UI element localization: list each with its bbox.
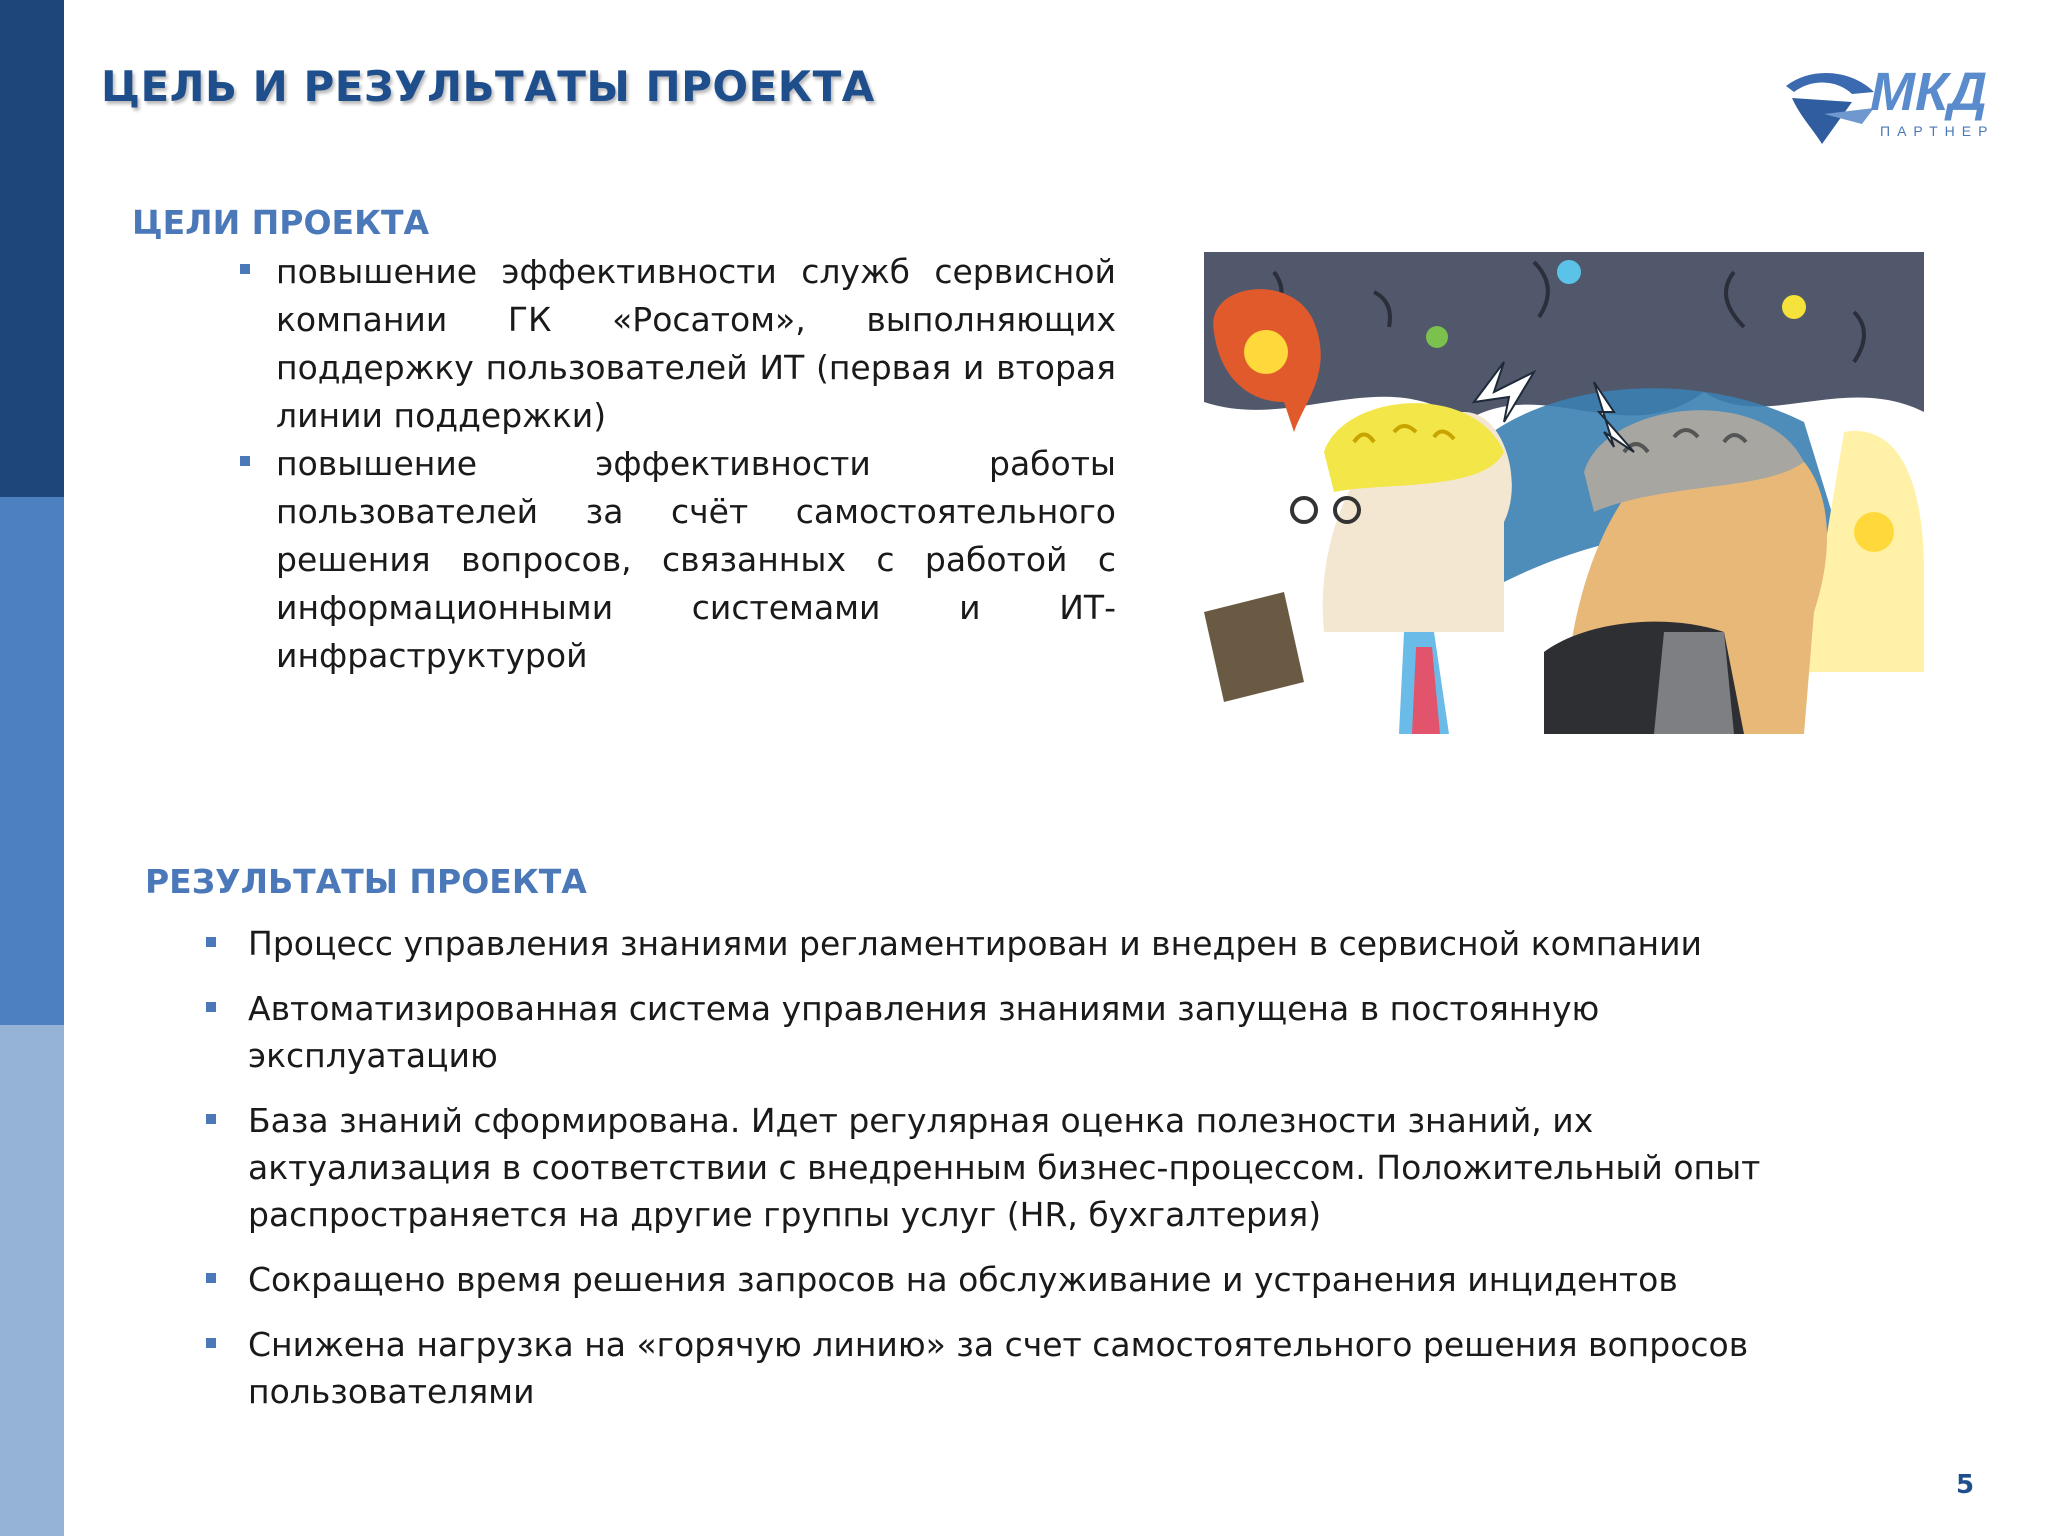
bullet-square-icon [206, 937, 216, 947]
bullet-square-icon [240, 456, 250, 466]
logo-main-text: МКД [1870, 62, 1988, 122]
result-text: Автоматизированная система управления знаниями запущена в постоянную эксплуатацию [248, 989, 1600, 1075]
illustration-thinkers [1204, 252, 1924, 734]
bullet-square-icon [240, 264, 250, 274]
result-text: Сокращено время решения запросов на обслуживание и устранения инцидентов [248, 1260, 1678, 1299]
result-text: Снижена нагрузка на «горячую линию» за счет самостоятельного решения вопросов пользователями [248, 1325, 1749, 1411]
list-item [206, 1256, 1846, 1303]
list-item [206, 1097, 1846, 1238]
sidebar-band-dark [0, 0, 64, 497]
goal-text: повышение эффективности работы пользователей за счёт самостоятельного решения вопросов, связанных с работой с информационными системами и ИТ-инфраструктурой [276, 444, 1116, 675]
bullet-square-icon [206, 1114, 216, 1124]
results-list [206, 920, 1846, 1433]
bullet-square-icon [206, 1338, 216, 1348]
list-item [240, 248, 1116, 440]
list-item [206, 1321, 1846, 1415]
bullet-square-icon [206, 1273, 216, 1283]
goals-heading: ЦЕЛИ ПРОЕКТА [132, 203, 430, 242]
slide-title: ЦЕЛЬ И РЕЗУЛЬТАТЫ ПРОЕКТА [101, 62, 875, 111]
company-logo [1782, 58, 2012, 148]
left-sidebar [0, 0, 64, 1536]
logo-swoosh-icon [1786, 73, 1874, 94]
list-item [206, 920, 1846, 967]
results-heading: РЕЗУЛЬТАТЫ ПРОЕКТА [145, 862, 587, 901]
page-number: 5 [1956, 1470, 1975, 1500]
sidebar-band-mid [0, 497, 64, 1025]
result-text: База знаний сформирована. Идет регулярная оценка полезности знаний, их актуализация в соответствии с внедренным бизнес-процессом. Положительный опыт распространяется на другие группы услуг (HR, бухгалтерия) [248, 1101, 1761, 1234]
list-item [240, 440, 1116, 680]
goals-list [240, 248, 1116, 680]
sidebar-band-light [0, 1025, 64, 1536]
logo-sub-text: ПАРТНЕР [1880, 123, 1995, 139]
list-item [206, 985, 1846, 1079]
result-text: Процесс управления знаниями регламентирован и внедрен в сервисной компании [248, 924, 1702, 963]
bullet-square-icon [206, 1002, 216, 1012]
goal-text: повышение эффективности служб сервисной компании ГК «Росатом», выполняющих поддержку пользователей ИТ (первая и вторая линии поддержки) [276, 252, 1116, 435]
